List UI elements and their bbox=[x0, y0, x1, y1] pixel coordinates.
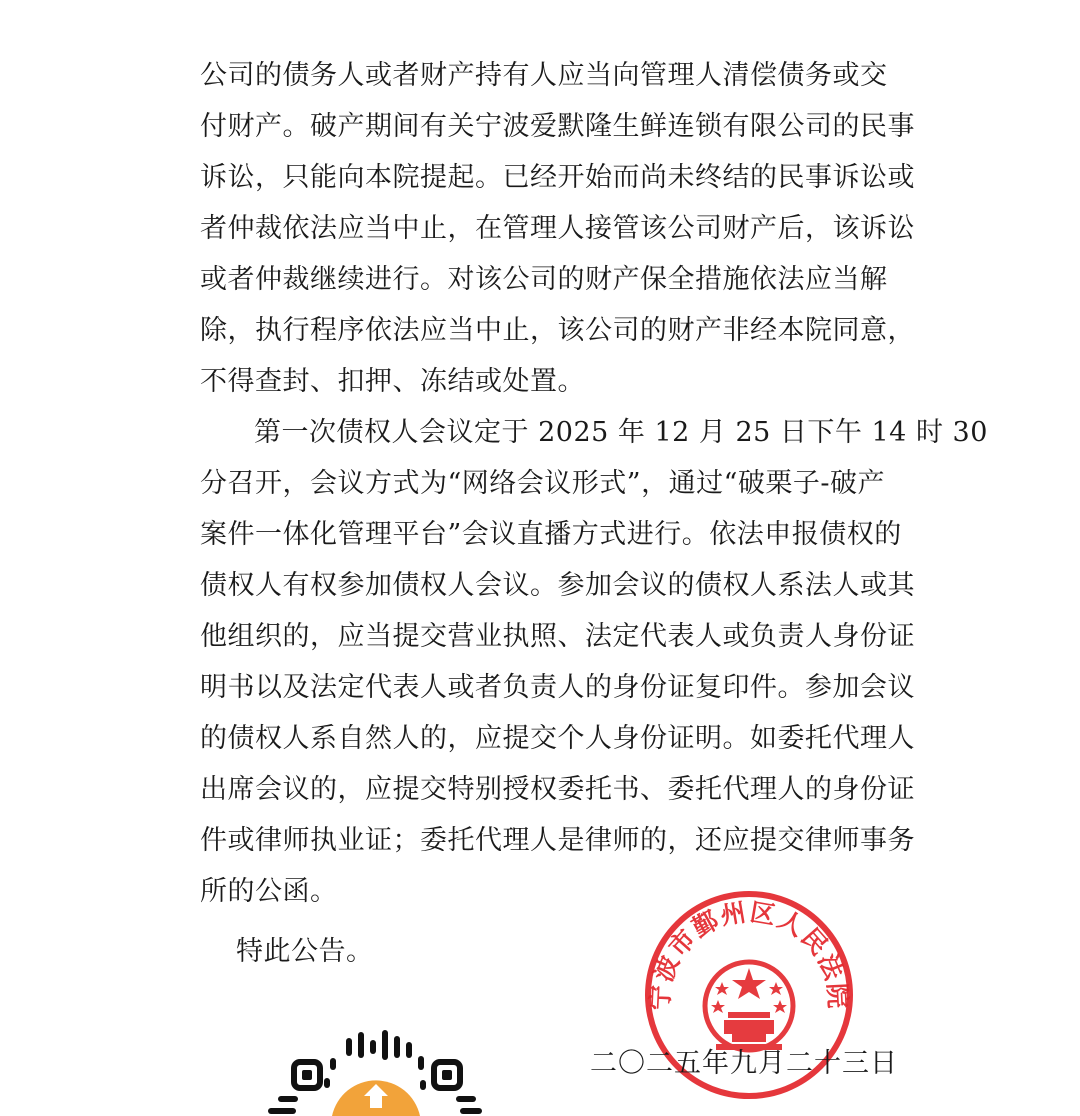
text-line: 公司的债务人或者财产持有人应当向管理人清偿债务或交 bbox=[200, 60, 888, 91]
text-line: 付财产。破产期间有关宁波爱默隆生鲜连锁有限公司的民事 bbox=[200, 111, 915, 142]
text-line: 明书以及法定代表人或者负责人的身份证复印件。参加会议 bbox=[200, 672, 915, 703]
qr-code-icon[interactable] bbox=[260, 1018, 490, 1116]
text-line: 诉讼，只能向本院提起。已经开始而尚未终结的民事诉讼或 bbox=[200, 162, 915, 193]
text-line: 案件一体化管理平台”会议直播方式进行。依法申报债权的 bbox=[200, 519, 902, 550]
closing-statement: 特此公告。 bbox=[236, 936, 374, 967]
text-line: 除，执行程序依法应当中止，该公司的财产非经本院同意， bbox=[200, 315, 915, 346]
text-line: 他组织的，应当提交营业执照、法定代表人或负责人身份证 bbox=[200, 621, 915, 652]
document-date: 二〇二五年九月二十三日 bbox=[590, 1048, 898, 1079]
text-line: 分召开，会议方式为“网络会议形式”，通过“破栗子-破产 bbox=[200, 468, 886, 499]
text-line: 者仲裁依法应当中止，在管理人接管该公司财产后，该诉讼 bbox=[200, 213, 915, 244]
text-line: 第一次债权人会议定于 2025 年 12 月 25 日下午 14 时 30 bbox=[254, 417, 988, 448]
text-line: 所的公函。 bbox=[200, 876, 338, 907]
text-line: 的债权人系自然人的，应提交个人身份证明。如委托代理人 bbox=[200, 723, 915, 754]
paragraph-obligations bbox=[200, 50, 915, 407]
text-line: 件或律师执业证；委托代理人是律师的，还应提交律师事务 bbox=[200, 825, 915, 856]
text-line: 债权人有权参加债权人会议。参加会议的债权人系法人或其 bbox=[200, 570, 915, 601]
text-line: 或者仲裁继续进行。对该公司的财产保全措施依法应当解 bbox=[200, 264, 888, 295]
svg-text:宁波市鄞州区人民法院: 宁波市鄞州区人民法院 bbox=[645, 897, 853, 1011]
paragraph-creditors-meeting bbox=[200, 407, 988, 917]
text-line: 不得查封、扣押、冻结或处置。 bbox=[200, 366, 585, 397]
text-line: 出席会议的，应提交特别授权委托书、委托代理人的身份证 bbox=[200, 774, 915, 805]
document-body bbox=[200, 50, 988, 917]
